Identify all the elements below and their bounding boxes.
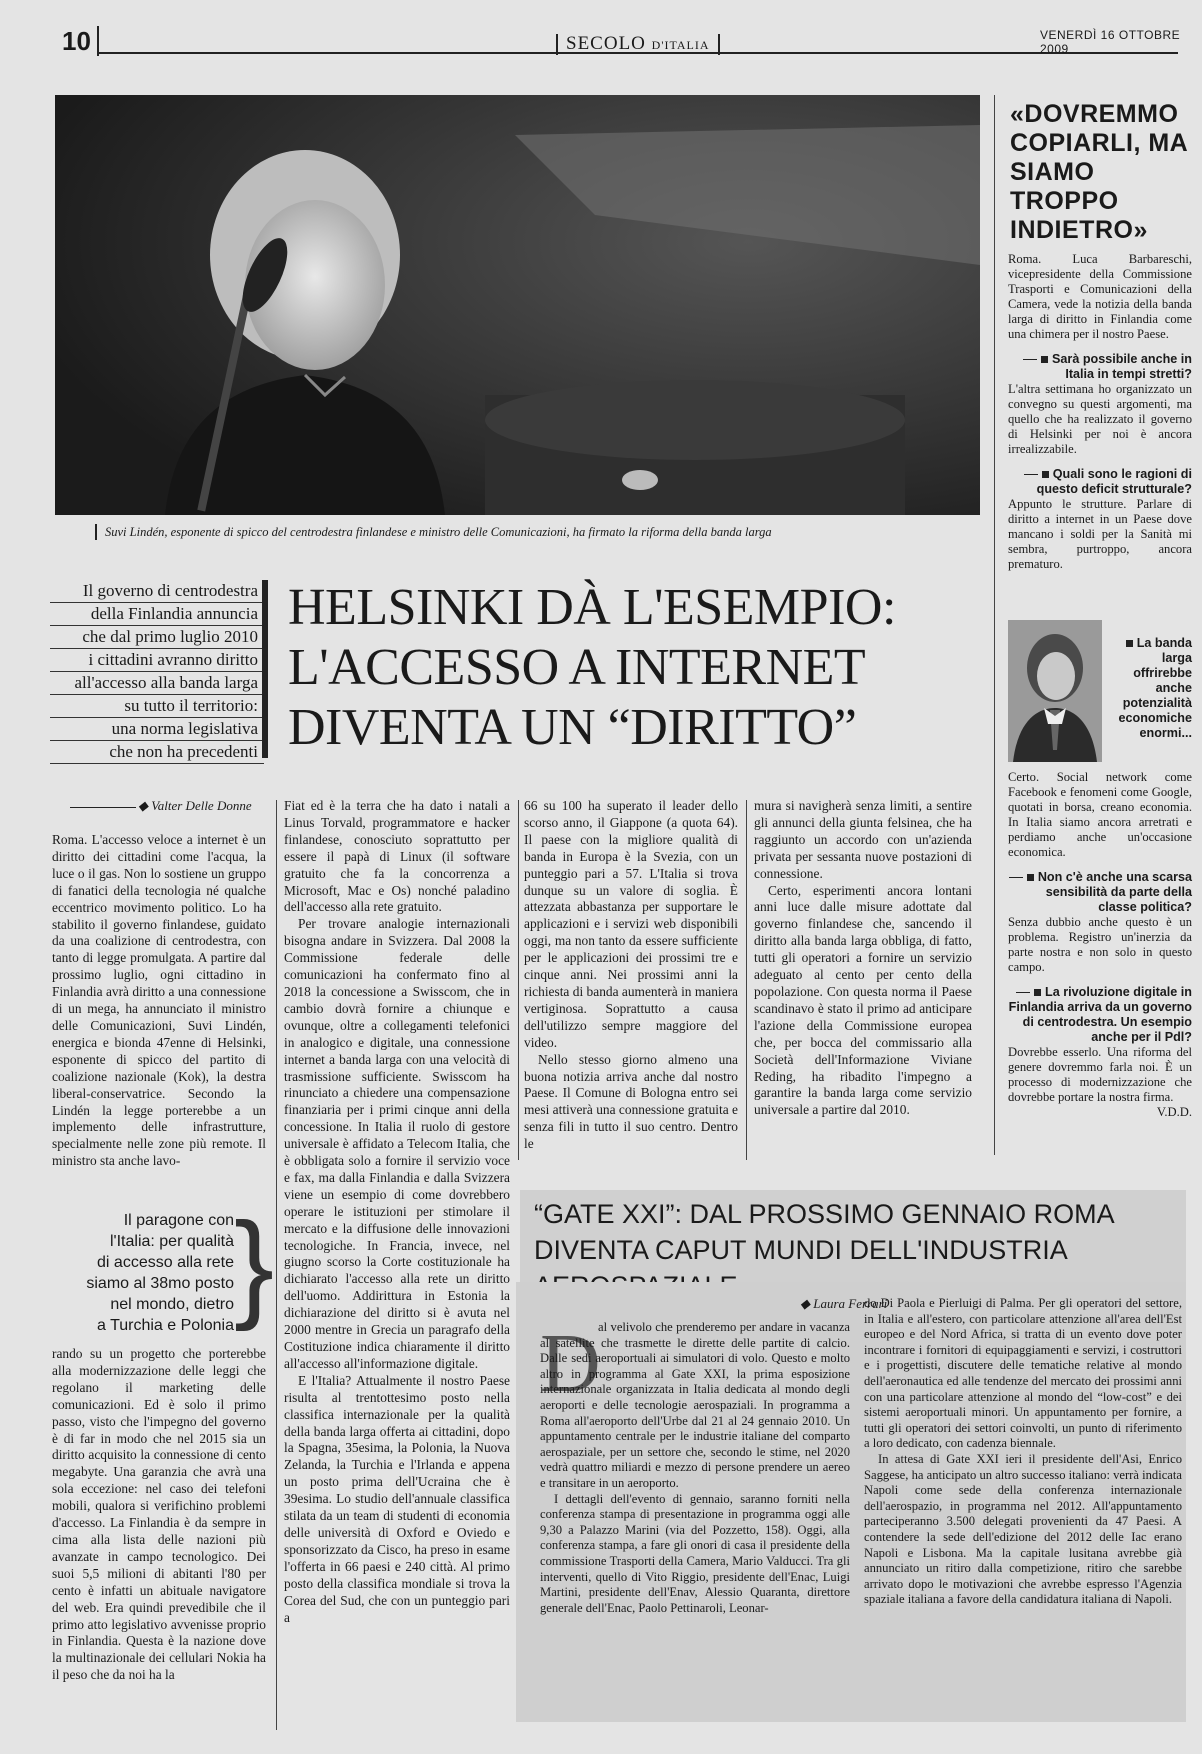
paragraph: mura si navigherà senza limiti, a sentire gli annunci della giunta felsinea, che ha raggiunto un accordo con un'azienda privata per sessanta nuove postazioni di connessione. — [754, 798, 972, 881]
sidebar-question-3 — [1108, 636, 1192, 741]
paragraph: do Di Paola e Pierluigi di Palma. Per gli operatori del settore, in Italia e all'estero, con particolare attenzione all'area dell'Est europeo e del Nord Africa, si tratta di un evento dove poter incontrare i fornitori di equipaggiamenti e servizi, i costruttori e i progettisti, discutere delle tematiche relative al mondo dell'aeronautica ed alle tendenze del mercato dei prossimi anni con una particolare attenzione al mondo del “low-cost” e dei sistemi aeroportuali minori. Un appuntamento per fornire, a tutti gli operatori dei settori coinvolti, un punto di riferimento a loro dedicato, con cadenza biennale. — [864, 1296, 1182, 1451]
deck-line: i cittadini avranno diritto — [50, 649, 264, 672]
interview-answer: Appunto le strutture. Parlare di diritto a internet in un Paese dove mancano i soldi per la Sanità mi sembra, purtroppo, ancora prematuro. — [1008, 497, 1192, 571]
column-rule — [746, 800, 747, 1160]
article-deck — [50, 580, 264, 764]
headline-line: HELSINKI DÀ L'ESEMPIO: — [288, 579, 896, 636]
gate-column-2 — [864, 1296, 1182, 1608]
sidebar-rule — [994, 95, 995, 1155]
headline-line: DIVENTA UN “DIRITTO” — [288, 699, 857, 756]
article-column-2 — [284, 798, 510, 1626]
main-headline — [288, 578, 978, 758]
drop-cap: D — [540, 1317, 601, 1410]
interview-question: La rivoluzione digitale in Finlandia arriva da un governo di centrodestra. Un esempio anche per il Pdl? — [1008, 985, 1192, 1044]
photo-caption: Suvi Lindén, esponente di spicco del centrodestra finlandese e ministro delle Comunicazioni, ha firmato la riforma della banda larga — [95, 524, 965, 540]
interview-question: Sarà possibile anche in Italia in tempi stretti? — [1008, 352, 1192, 382]
headline-line: L'ACCESSO A INTERNET — [288, 639, 866, 696]
interview-question: Non c'è anche una scarsa sensibilità da parte della classe politica? — [1008, 870, 1192, 915]
sidebar-headline: «DOVREMMO COPIARLI, MA SIAMO TROPPO INDIETRO» — [1010, 100, 1188, 244]
issue-date: VENERDÌ 16 OTTOBRE 2009 — [1040, 28, 1181, 56]
square-icon — [1034, 989, 1041, 996]
article-column-1 — [52, 832, 266, 1170]
masthead — [556, 34, 720, 55]
interview-answer: L'altra settimana ho organizzato un convegno su questi argomenti, ma quello che ha realizzato il governo di Helsinki per noi è ancora irrealizzabile. — [1008, 382, 1192, 456]
paragraph: Fiat ed è la terra che ha dato i natali a Linus Torvald, programmatore e hacker finlandese, conosciuto soprattutto per essere il papà di Linux (il software gratuito che fa la concorrenza a Microsoft, Mac e Os) nonché paladino dell'accesso alla rete gratuito. — [284, 798, 510, 915]
portrait-illustration — [1008, 620, 1102, 762]
interview-answer: Senza dubbio anche questo è un problema. Registro un'inerzia da parte nostra e non solo in questo campo. — [1008, 915, 1192, 974]
brace-icon: } — [234, 1198, 275, 1332]
paragraph: I dettagli dell'evento di gennaio, saranno forniti nella conferenza stampa di presentazione in programma oggi alle 9,30 a Palazzo Marini (via del Pozzetto, 158). Oggi, alla conferenza stampa, a fare gli onori di casa il presidente della commissione Trasporti della Camera, Mario Valducci. Tra gli interventi, quello di Vito Riggio, presidente dell'Enac, Luigi Martini, presidente dell'Enav, Alessio Quaranta, direttore generale dell'Enac, Paolo Pettinaroli, Leonar- — [540, 1491, 850, 1615]
square-icon — [1042, 471, 1049, 478]
deck-line: una norma legislativa — [50, 718, 264, 741]
sidebar-signature: V.D.D. — [1156, 1105, 1192, 1119]
sidebar-intro: Roma. Luca Barbareschi, vicepresidente della Commissione Trasporti e Comunicazioni della Camera, vede la notizia della banda larga di diritto in Finlandia come una chimera per il nostro Paese. — [1008, 252, 1192, 341]
column-rule — [518, 800, 519, 1160]
deck-line: all'accesso alla banda larga — [50, 672, 264, 695]
paragraph: 66 su 100 ha superato il leader dello scorso anno, il Giappone (a quota 64). Il paese con la migliore qualità di banda in Europa è la Svezia, con un punteggio pari a 57. L'Italia si trova dunque su un valore di soglia. È attezzata abbastanza per supportare le applicazioni e i servizi web disponibili oggi, ma non tanto da essere sufficiente per le applicazioni dei prossimi tre e cinque anni. Nei prossimi anni la richiesta di banda aumenterà in maniera vertiginosa. Soprattutto a causa dell'utilizzo sempre maggiore del video. — [524, 798, 738, 1050]
interview-answer: Dovrebbe esserlo. Una riforma del genere dovremmo farla noi. È un processo di modernizzazione che dovrebbe portare la nostra firma. — [1008, 1045, 1192, 1104]
square-icon — [1027, 874, 1034, 881]
square-icon — [1041, 356, 1048, 363]
paragraph: Nello stesso giorno almeno una buona notizia arriva anche dal nostro Paese. Il Comune di Bologna entro sei mesi attiverà una connessione gratuita e senza fili in tutto il suo centro. Dentro le — [524, 1051, 738, 1152]
paragraph: al velivolo che prenderemo per andare in vacanza al satellite che trasmette le dirette delle partite di calcio. Dalle sedi aeroportuali ai simulatori di volo. Questo e molto altro in programma al Gate XXI, la prima esposizione internazionale organizzata in Italia dedicata al mondo degli aeroporti e delle tecnologie aerospaziali. In programma a Roma all'aeroporto dell'Urbe dal 21 al 24 gennaio 2010. Un appuntamento centrale per le industrie italiane del comparto aerospaziale, per un settore che, secondo le stime, nel 2020 vedrà quattro miliardi e mezzo di persone prendere un aereo e transitare in un aeroporto. — [540, 1320, 850, 1490]
byline: ◆ Valter Delle Donne — [138, 798, 252, 813]
deck-bar — [262, 580, 268, 758]
paragraph: E l'Italia? Attualmente il nostro Paese risulta al trentottesimo posto nella classifica internazionale per la qualità della banda larga offerta ai cittadini, dopo la Spagna, 35esima, la Polonia, la Nuova Zelanda, la Turchia e l'Irlanda e appena un posto prima dell'Ucraina che è 39esima. Lo studio dell'annuale classifica stilata da un team di studenti di economia delle università di Oxford e Oviedo e sponsorizzato da Cisco, ha preso in esame l'offerta in 66 paesi e 240 città. Al primo posto della classifica mondiale si trova la Corea del Sud, che con un punteggio pari a — [284, 1372, 510, 1625]
byline-rule — [70, 807, 136, 808]
sidebar-interview — [1008, 252, 1192, 572]
deck-line: che non ha precedenti — [50, 741, 264, 764]
interview-question: Quali sono le ragioni di questo deficit strutturale? — [1008, 467, 1192, 497]
paragraph: Certo, esperimenti ancora lontani anni luce dalle misure adottate dal governo finlandese che, sancendo il diritto alla banda larga obbliga, di fatto, tutti gli operatori a fornire un servizio adeguato al cento per cento della popolazione. Con questa norma il Paese scandinavo è stato il primo ad anticipare l'azione della Commissione europea che, per bocca del commissario alla Società dell'Informazione Viviane Reding, ha ribadito l'impegno a garantire la banda larga come servizio universale a partire dal 2010. — [754, 882, 972, 1118]
square-icon — [1126, 640, 1133, 647]
pull-quote: Il paragone con l'Italia: per qualità di accesso alla rete siamo al 38mo posto nel mondo, dietro a Turchia e Polonia — [86, 1212, 234, 1334]
paragraph: In attesa di Gate XXI ieri il presidente dell'Asi, Enrico Saggese, ha anticipato un altro successo italiano: verrà indicata Napoli come sede della conferenza internazionale dell'aerospazio, in programma nel 2012. All'appuntamento parteciperanno 3.500 delegati provenienti da 47 Paesi. A contendere la sede dell'edizione del 2012 delle Iac erano Napoli e Lisbona. Ma la capitale lusitana avrebbe già annunciato un ritiro dalla competizione, ritiro che sarebbe arrivato dopo le motivazioni che avrebbe espresso l'Agenzia spaziale italiana a favore della candidatura italiana di Napoli. — [864, 1451, 1182, 1607]
article-column-3 — [524, 798, 738, 1153]
article-column-4 — [754, 798, 972, 1119]
photo-illustration — [55, 95, 980, 515]
lead-photo — [55, 95, 980, 515]
paragraph: Roma. L'accesso veloce a internet è un diritto dei cittadini come l'acqua, la luce o il gas. Non lo sostiene un gruppo di fanatici della tecnologia né qualche eccentrico movimento politico. Lo ha stabilito il governo finlandese, guidato da una coalizione di centrodestra, con tanto di legge promulgata. A partire dal prossimo luglio, ogni cittadino in Finlandia avrà diritto a una connessione di un mega, ha annunciato il ministro delle Comunicazioni, Suvi Lindén, energica e bionda 47enne di Helsinki, esponente di spicco del partito di coalizione nazionale (Kok), la destra liberal-conservatrice. Secondo la Lindén la legge porterebbe a un implemento delle infrastrutture, specialmente nelle zone più remote. Il ministro sta anche lavo- — [52, 832, 266, 1169]
gate-headline: “GATE XXI”: DAL PROSSIMO GENNAIO ROMA DIVENTA CAPUT MUNDI DELL'INDUSTRIA — [520, 1190, 1186, 1282]
paragraph: rando su un progetto che porterebbe alla modernizzazione delle leggi che regolano il marketing delle comunicazioni. Ed è solo il primo passo, visto che l'impegno del governo è di far in modo che nel 2015 sia un diritto acquisito la connessione di cento megabyte. Una garanzia che avrà una sola eccezione: nel caso dei telefoni mobili, qualora si verifichino problemi d'accesso. La Finlandia è da sempre in cima alla lista delle nazioni più avanzate in campo tecnologico. Dei suoi 5,5 milioni di abitanti l'80 per cento è infatti un abituale navigatore del web. Era quindi prevedibile che il primo atto legislativo avvenisse proprio in Finlandia. Questa è la nazione dove la multinazionale dei cellulari Nokia ha il peso che da noi ha la — [52, 1346, 266, 1683]
paragraph: Per trovare analogie internazionali bisogna andare in Svizzera. Dal 2008 la Commissione federale delle comunicazioni ha confermato fino al 2018 la concessione a Swisscom, che in cambio dovrà fornire a chiunque e ovunque, oltre a collegamenti telefonici in analogico e digitale, una connessione internet a banda larga con una velocità di trasmissione sufficiente. Swisscom ha rinunciato a chiedere una compensazione finanziaria per i primi cinque anni della concessione. In Italia il ruolo di gestore universale è affidato a Telecom Italia, che è obbligata solo a fornire il servizio voce e fax, ma dalla Finlandia e dalla Svizzera viene un esempio di come dovrebbero operare le istituzioni per stimolare il mercato e la diffusione delle innovazioni tecnologiche. In Francia, invece, nel giugno scorso la Corte costituzionale ha dichiarato l'accesso alla rete un diritto dell'uomo. Addirittura in Estonia la dichiarazione del diritto si è avuta nel 2000 mentre in Grecia un paragrafo della Costituzione indica chiaramente il diritto all'accesso all'informazione digitale. — [284, 916, 510, 1371]
page-number: 10 — [62, 26, 99, 56]
column-rule — [276, 800, 277, 1730]
deck-line: della Finlandia annuncia — [50, 603, 264, 626]
deck-line: che dal primo luglio 2010 — [50, 626, 264, 649]
deck-line: Il governo di centrodestra — [50, 580, 264, 603]
gate-column-1 — [540, 1317, 850, 1616]
masthead-name: SECOLO — [566, 33, 646, 54]
gate-byline: ◆ Laura Ferrari — [800, 1296, 888, 1311]
interview-question: La banda larga offrirebbe anche potenzialità economiche enormi... — [1118, 636, 1192, 740]
masthead-suffix: D'ITALIA — [651, 38, 710, 52]
article-column-1-continued — [52, 1346, 266, 1684]
interview-answer: Certo. Social network come Facebook e fenomeni come Google, quotati in borsa, creano economia. In Italia siamo ancora arretrati e perdiamo anche un'occasione economica. — [1008, 770, 1192, 859]
deck-line: su tutto il territorio: — [50, 695, 264, 718]
sidebar-interview-continued — [1008, 770, 1192, 1120]
interviewee-portrait — [1008, 620, 1102, 762]
